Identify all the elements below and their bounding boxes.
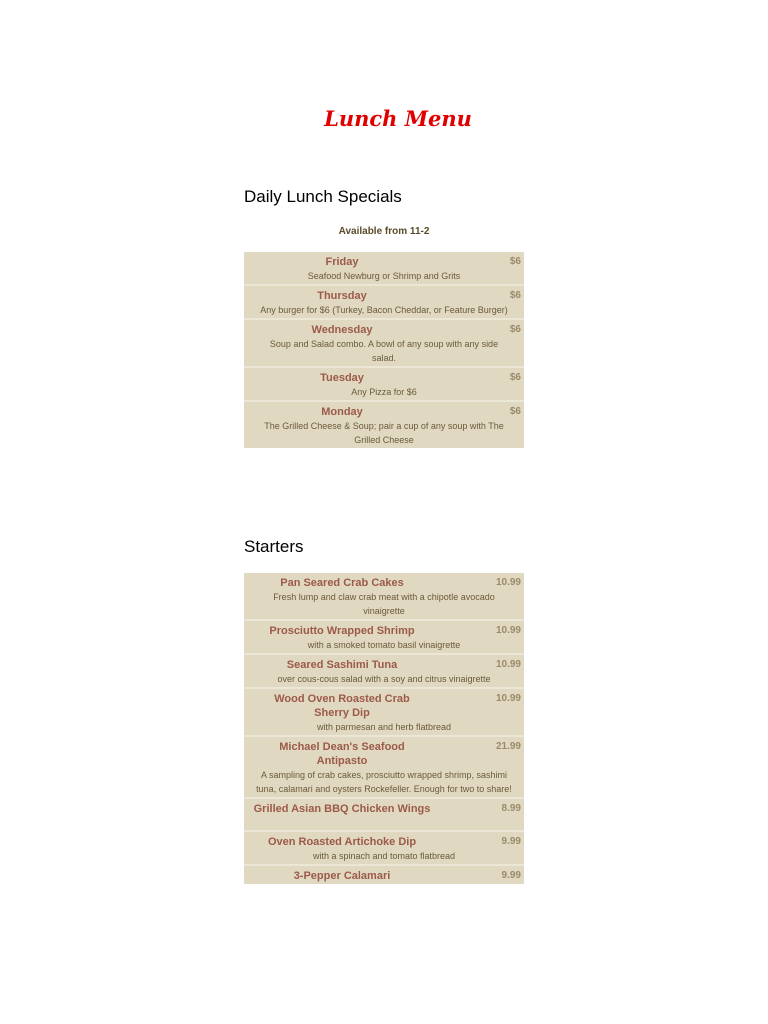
menu-row — [244, 402, 524, 448]
specials-table — [244, 252, 524, 448]
item-name: Pan Seared Crab Cakes — [280, 577, 404, 589]
starters-heading: Starters — [244, 537, 304, 556]
item-name: Oven Roasted Artichoke Dip — [267, 836, 417, 848]
menu-row — [244, 832, 524, 866]
item-name: Seared Sashimi Tuna — [286, 659, 398, 671]
item-price: $6 — [509, 290, 521, 301]
item-name: Thursday — [317, 290, 367, 302]
menu-row — [244, 320, 524, 368]
item-description: Soup and Salad combo. A bowl of any soup with any side salad. — [269, 339, 499, 363]
item-name: Michael Dean's Seafood Antipasto — [279, 741, 405, 767]
page-title: Lunch Menu — [324, 106, 472, 131]
menu-row — [244, 252, 524, 286]
menu-row — [244, 621, 524, 655]
item-price: 8.99 — [501, 803, 521, 814]
availability-note: Available from 11-2 — [338, 226, 430, 237]
item-description: Any burger for $6 (Turkey, Bacon Cheddar, or Feature Burger) — [260, 305, 508, 315]
item-name: Friday — [325, 256, 359, 268]
item-name: Monday — [321, 406, 363, 418]
item-name: Grilled Asian BBQ Chicken Wings — [253, 803, 431, 815]
item-price: 10.99 — [495, 659, 521, 670]
item-name: Wood Oven Roasted Crab Sherry Dip — [274, 693, 410, 719]
menu-row — [244, 866, 524, 884]
menu-row — [244, 737, 524, 799]
starters-table — [244, 573, 524, 884]
item-description: Fresh lump and claw crab meat with a chipotle avocado vinaigrette — [273, 592, 495, 616]
item-price: $6 — [509, 324, 521, 335]
item-price: $6 — [509, 372, 521, 383]
item-name: 3-Pepper Calamari — [293, 870, 391, 882]
item-price: $6 — [509, 256, 521, 267]
item-description: with parmesan and herb flatbread — [316, 722, 452, 732]
item-description: The Grilled Cheese & Soup; pair a cup of any soup with The Grilled Cheese — [264, 421, 504, 445]
item-description: Any Pizza for $6 — [351, 387, 417, 397]
item-name: Wednesday — [311, 324, 373, 336]
menu-row — [244, 799, 524, 832]
item-price: 9.99 — [501, 836, 521, 847]
specials-heading: Daily Lunch Specials — [244, 187, 402, 206]
item-price: 10.99 — [495, 577, 521, 588]
item-description: with a smoked tomato basil vinaigrette — [307, 640, 461, 650]
menu-row — [244, 689, 524, 737]
menu-row — [244, 573, 524, 621]
item-description: A sampling of crab cakes, prosciutto wrapped shrimp, sashimi tuna, calamari and oysters Rockefeller. Enough for two to share! — [256, 770, 512, 794]
item-name: Tuesday — [320, 372, 364, 384]
item-description: over cous-cous salad with a soy and citrus vinaigrette — [277, 674, 491, 684]
item-price: 10.99 — [495, 625, 521, 636]
menu-row — [244, 655, 524, 689]
item-price: $6 — [509, 406, 521, 417]
menu-row — [244, 368, 524, 402]
item-price: 9.99 — [501, 870, 521, 881]
item-name: Prosciutto Wrapped Shrimp — [269, 625, 415, 637]
item-price: 21.99 — [495, 741, 521, 752]
menu-row — [244, 286, 524, 320]
item-description: with a spinach and tomato flatbread — [312, 851, 456, 861]
item-description: Seafood Newburg or Shrimp and Grits — [307, 271, 461, 281]
item-price: 10.99 — [495, 693, 521, 704]
